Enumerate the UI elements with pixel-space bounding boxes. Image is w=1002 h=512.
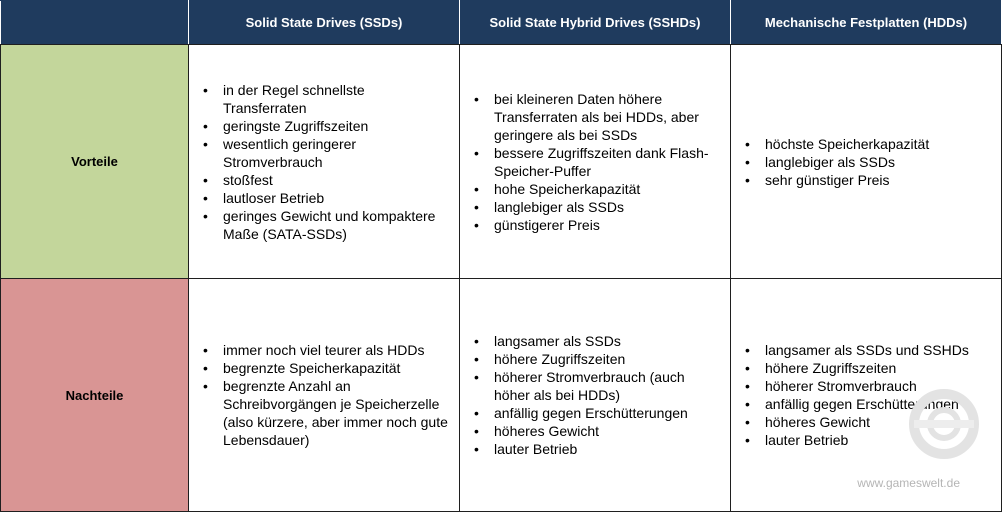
list-item: • stoßfest [223,171,449,189]
disadvantages-sshd-list [460,332,730,458]
watermark-text: www.gameswelt.de [857,476,960,490]
list-item: • in der Regel schnellste Transferraten [223,81,449,117]
advantages-ssd-cell [189,45,460,279]
list-item: • höchste Speicherkapazität [765,135,991,153]
list-item: • anfällig gegen Erschütterungen [494,404,720,422]
advantages-row [1,45,1002,279]
advantages-ssd-list [189,81,459,243]
list-item: • höherer Stromverbrauch [765,377,991,395]
list-item: • wesentlich geringerer Stromverbrauch [223,135,449,171]
advantages-label: Vorteile [1,45,189,279]
list-item: • hohe Speicherkapazität [494,180,720,198]
advantages-sshd-cell [460,45,731,279]
list-item: • lautloser Betrieb [223,189,449,207]
list-item: • immer noch viel teurer als HDDs [223,341,449,359]
advantages-hdd-cell [731,45,1002,279]
header-ssd: Solid State Drives (SSDs) [189,1,460,45]
disadvantages-ssd-list [189,341,459,449]
list-item: • geringste Zugriffszeiten [223,117,449,135]
list-item: • höherer Stromverbrauch (auch höher als bei HDDs) [494,368,720,404]
advantages-sshd-list [460,90,730,234]
header-row [1,1,1002,45]
list-item: • begrenzte Speicherkapazität [223,359,449,377]
list-item: • langsamer als SSDs und SSHDs [765,341,991,359]
list-item: • sehr günstiger Preis [765,171,991,189]
list-item: • günstigerer Preis [494,216,720,234]
list-item: • anfällig gegen Erschütterungen [765,395,991,413]
list-item: • bessere Zugriffszeiten dank Flash-Speicher-Puffer [494,144,720,180]
list-item: • langlebiger als SSDs [765,153,991,171]
gameswelt-logo-icon [904,384,984,464]
disadvantages-sshd-cell [460,279,731,512]
header-hdd: Mechanische Festplatten (HDDs) [731,1,1002,45]
list-item: • langsamer als SSDs [494,332,720,350]
advantages-hdd-list [731,135,1001,189]
list-item: • lauter Betrieb [765,431,991,449]
disadvantages-row [1,279,1002,512]
list-item: • höhere Zugriffszeiten [494,350,720,368]
list-item: • höhere Zugriffszeiten [765,359,991,377]
list-item: • höheres Gewicht [494,422,720,440]
header-corner [1,1,189,45]
list-item: • lauter Betrieb [494,440,720,458]
list-item: • langlebiger als SSDs [494,198,720,216]
list-item: • höheres Gewicht [765,413,991,431]
list-item: • bei kleineren Daten höhere Transferraten als bei HDDs, aber geringere als bei SSDs [494,90,720,144]
list-item: • begrenzte Anzahl an Schreibvorgängen je Speicherzelle (also kürzere, aber immer noch gute Lebensdauer) [223,377,449,449]
list-item: • geringes Gewicht und kompaktere Maße (SATA-SSDs) [223,207,449,243]
header-sshd: Solid State Hybrid Drives (SSHDs) [460,1,731,45]
disadvantages-label: Nachteile [1,279,189,512]
disadvantages-ssd-cell [189,279,460,512]
